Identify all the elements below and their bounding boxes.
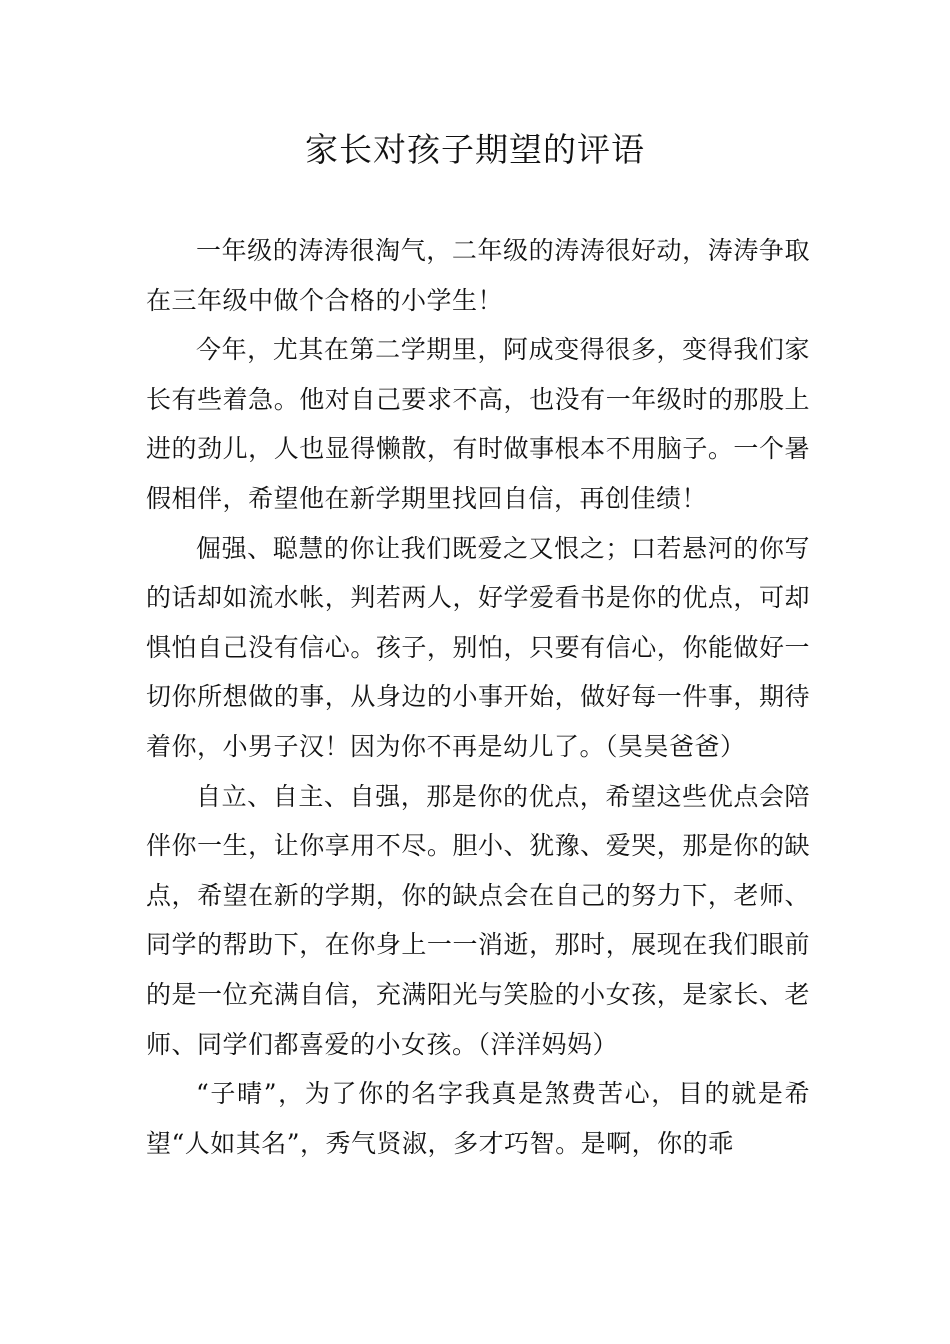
paragraph: 倔强、聪慧的你让我们既爱之又恨之；口若悬河的你写的话却如流水帐，判若两人，好学爱看书是你的优点，可却惧怕自己没有信心。孩子，别怕，只要有信心，你能做好一切你所想做的事，从身边的小事开始，做好每一件事，期待着你，小男子汉！因为你不再是幼儿了。（昊昊爸爸） (146, 533, 810, 761)
paragraph: 一年级的涛涛很淘气，二年级的涛涛很好动，涛涛争取在三年级中做个合格的小学生！ (146, 236, 810, 315)
document-title: 家长对孩子期望的评语 (305, 130, 645, 169)
document-body (146, 226, 810, 1168)
paragraph: 今年，尤其在第二学期里，阿成变得很多，变得我们家长有些着急。他对自己要求不高，也没有一年级时的那股上进的劲儿，人也显得懒散，有时做事根本不用脑子。一个暑假相伴，希望他在新学期里找回自信，再创佳绩！ (146, 335, 810, 513)
paragraph: 自立、自主、自强，那是你的优点，希望这些优点会陪伴你一生，让你享用不尽。胆小、犹豫、爱哭，那是你的缺点，希望在新的学期，你的缺点会在自己的努力下，老师、同学的帮助下，在你身上一一消逝，那时，展现在我们眼前的是一位充满自信，充满阳光与笑脸的小女孩，是家长、老师、同学们都喜爱的小女孩。（洋洋妈妈） (146, 781, 810, 1059)
paragraph: “子晴”，为了你的名字我真是煞费苦心，目的就是希望“人如其名”，秀气贤淑，多才巧智。是啊，你的乖 (146, 1079, 810, 1158)
